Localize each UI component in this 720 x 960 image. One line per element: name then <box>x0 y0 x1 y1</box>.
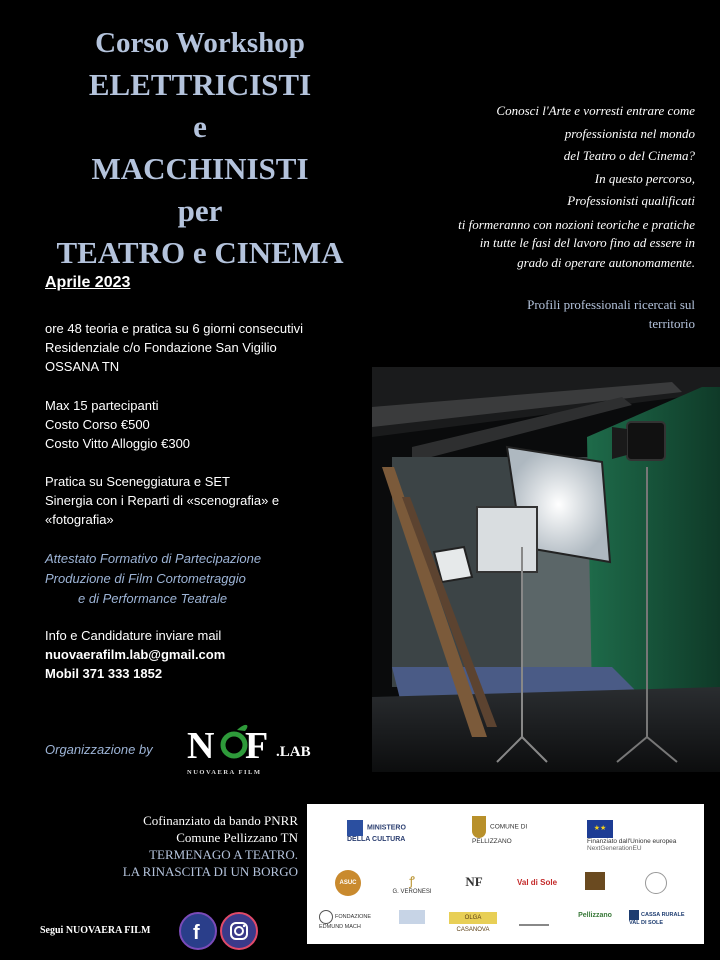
practice-text: Pratica su Sceneggiatura e SET <box>45 474 230 489</box>
intro-text <box>420 100 695 273</box>
project-name: TERMENAGO A TEATRO. <box>149 847 298 862</box>
asuc-logo: ASUC <box>335 870 361 896</box>
intro-line: professionista nel mondo <box>564 125 695 141</box>
certificate-line: e di Performance Teatrale <box>78 591 228 606</box>
instagram-icon[interactable] <box>220 912 258 950</box>
svg-text:NUOVAERA FILM: NUOVAERA FILM <box>187 769 262 776</box>
intro-line: Professionisti qualificati <box>567 193 695 208</box>
sponsor-panel <box>307 804 704 944</box>
max-participants: Max 15 partecipanti <box>45 398 159 413</box>
ue-logo: ★★Finanziato dall'Unione europea NextGenerationEU <box>587 820 697 852</box>
phone-number: Mobil 371 333 1852 <box>45 666 163 681</box>
cassa-rurale-logo: CASSA RURALE VAL DI SOLE <box>629 912 685 926</box>
title-line-6: TEATRO e CINEMA <box>56 235 344 270</box>
title-line-5: per <box>177 193 223 228</box>
organization-label: Organizzazione by <box>45 742 153 757</box>
contact-block <box>45 626 225 683</box>
profiles-line: Profili professionali ricercati sul <box>527 297 695 312</box>
cofinance-line: Comune Pellizzano TN <box>176 830 298 845</box>
ministero-logo: MINISTERO DELLA CULTURA <box>347 820 422 843</box>
comune-logo: COMUNE DI PELLIZZANO <box>472 816 542 845</box>
svg-text:F: F <box>245 725 269 767</box>
title-line-3: e <box>193 109 207 144</box>
title-line-4: MACCHINISTI <box>91 151 309 186</box>
title-line-1: Corso Workshop <box>95 27 305 59</box>
schedule-block <box>45 319 303 376</box>
intro-line: Conosci l'Arte e vorresti entrare come <box>496 103 695 118</box>
synergy-text: Sinergia con i Reparti di «scenografia» e <box>45 493 280 508</box>
email-link[interactable]: nuovaerafilm.lab@gmail.com <box>45 647 226 662</box>
stemma-logo <box>585 872 605 890</box>
hours-text: ore 48 teoria e pratica su 6 giorni consecutivi <box>45 321 303 336</box>
profiles-line: territorio <box>648 316 695 331</box>
project-subtitle: LA RINASCITA DI UN BORGO <box>122 864 298 879</box>
casanova-logo: OLGA CASANOVA <box>449 912 497 924</box>
svg-text:N: N <box>187 725 215 767</box>
intro-line: grado di operare autonomamente. <box>517 254 695 270</box>
intro-line: In questo percorso, <box>594 170 695 186</box>
residence-text: Residenziale c/o Fondazione San Vigilio <box>45 340 277 355</box>
profiles-text <box>450 295 695 333</box>
cofinance-block <box>100 812 298 880</box>
intro-line: in tutte le fasi del lavoro fino ad essere in <box>479 234 695 250</box>
practice-block <box>45 472 279 529</box>
mach-logo: FONDAZIONE EDMUND MACH <box>319 910 377 930</box>
cofinance-line: Cofinanziato da bando PNRR <box>143 813 298 828</box>
logo-lab-text: .LAB <box>276 744 311 760</box>
certificate-line: Produzione di Film Cortometraggio <box>45 571 246 586</box>
pellizzano-logo: Pellizzano <box>578 912 612 919</box>
place-text: OSSANA TN <box>45 359 120 374</box>
circle-logo <box>645 872 667 894</box>
title-line-2: ELETTRICISTI <box>88 67 312 102</box>
cost-block <box>45 396 190 453</box>
nuovaera-film-logo <box>185 722 335 782</box>
arch-logo <box>519 908 549 926</box>
veronesi-logo: ꝭ G. VERONESI <box>392 874 432 895</box>
studio-photo <box>372 367 720 772</box>
follow-label: Segui NUOVAERA FILM <box>40 925 151 936</box>
certificate-block <box>45 549 261 609</box>
food-cost: Costo Vitto Alloggio €300 <box>45 436 191 451</box>
synergy-text-2: «fotografia» <box>45 512 114 527</box>
contact-label: Info e Candidature inviare mail <box>45 628 222 643</box>
intro-line: ti formeranno con nozioni teoriche e pratiche <box>458 216 695 232</box>
facebook-icon[interactable] <box>179 912 217 950</box>
nf-logo: NF <box>465 874 483 889</box>
certificate-line: Attestato Formativo di Partecipazione <box>45 551 262 566</box>
course-cost: Costo Corso €500 <box>45 417 150 432</box>
poster-title <box>40 22 360 274</box>
mask-logo <box>399 910 425 924</box>
course-date: Aprile 2023 <box>45 274 131 291</box>
valdisole-logo: Val di Sole <box>517 878 558 887</box>
svg-text:f: f <box>193 922 200 944</box>
intro-line: del Teatro o del Cinema? <box>563 148 695 163</box>
